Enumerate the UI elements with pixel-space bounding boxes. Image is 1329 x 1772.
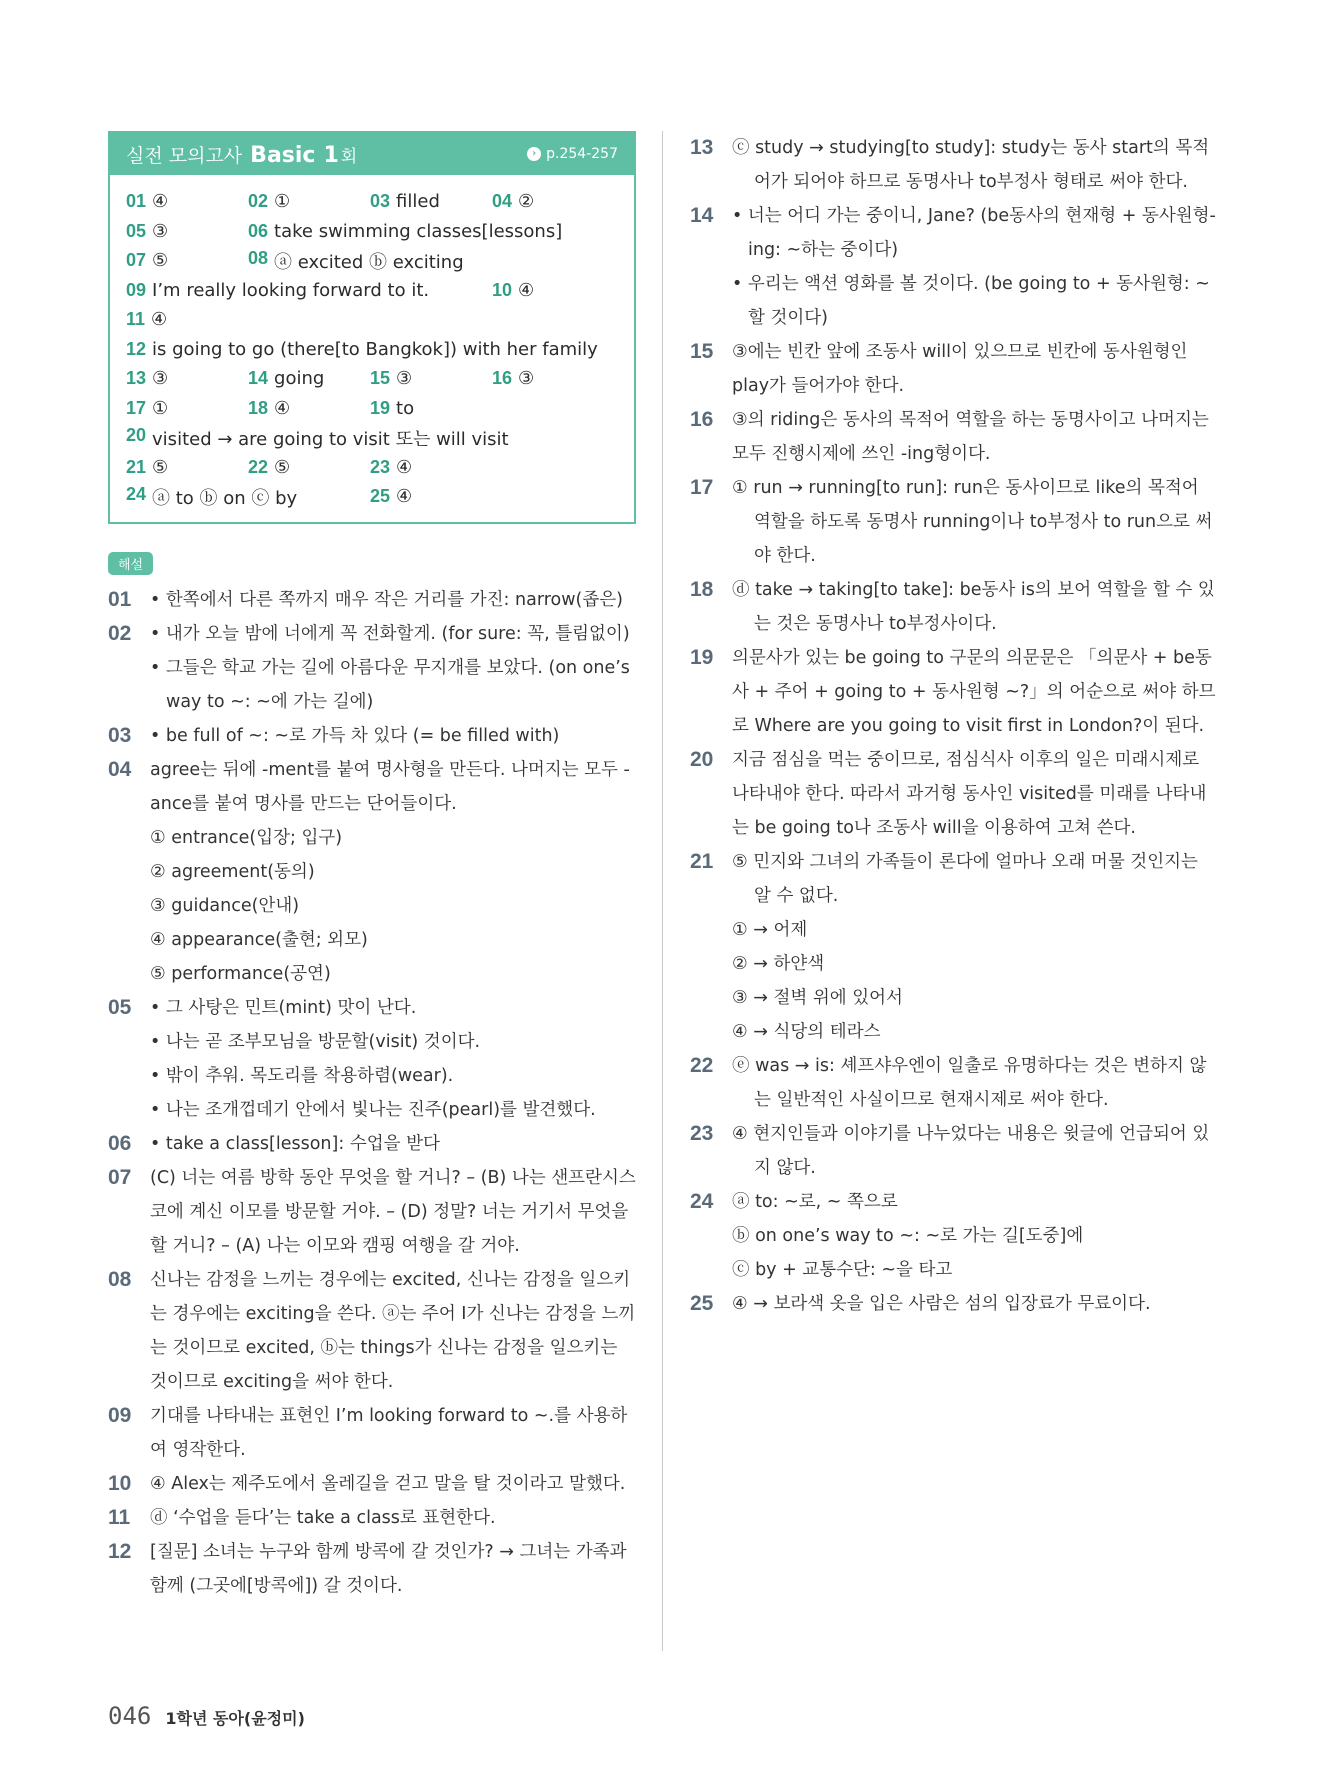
explanation-item xyxy=(108,1161,636,1263)
item-line: • 그 사탕은 민트(mint) 맛이 난다. xyxy=(150,997,417,1018)
answer-number: 10 xyxy=(492,279,513,300)
item-line: ⓓ ‘수업을 듣다’는 take a class로 표현한다. xyxy=(150,1507,496,1528)
answer-item xyxy=(370,457,492,478)
answer-value: ④ xyxy=(396,486,413,508)
answer-value: ③ xyxy=(152,368,169,390)
answer-row xyxy=(126,187,618,217)
answer-box-title xyxy=(126,141,357,168)
item-number: 10 xyxy=(108,1471,132,1495)
explanation-item xyxy=(108,719,636,753)
item-number: 14 xyxy=(690,204,714,227)
explanation-item xyxy=(690,1185,1220,1287)
answer-item xyxy=(370,398,492,419)
answer-item xyxy=(126,457,248,478)
item-line: ⓔ was → is: 셰프샤우엔이 일출로 유명하다는 것은 변하지 않는 일반적인 사실이므로 현재시제로 써야 한다. xyxy=(732,1056,1207,1110)
item-line: ④ 현지인들과 이야기를 나누었다는 내용은 윗글에 언급되어 있지 않다. xyxy=(732,1124,1210,1178)
answer-row xyxy=(126,423,618,453)
item-number: 07 xyxy=(108,1165,132,1189)
answer-row xyxy=(126,453,618,483)
explanation-item xyxy=(108,617,636,719)
explanation-item xyxy=(690,1117,1220,1185)
answer-value: I’m really looking forward to it. xyxy=(152,279,430,301)
left-column xyxy=(108,131,636,1603)
answer-value: ⓐ excited ⓑ exciting xyxy=(274,251,464,273)
item-text xyxy=(732,1117,1220,1185)
explain-tag-wrap xyxy=(108,524,636,583)
answer-number: 17 xyxy=(126,397,147,418)
answer-number: 06 xyxy=(248,220,269,241)
item-line: ④ → 식당의 테라스 xyxy=(732,1022,881,1042)
arrow-right-icon: › xyxy=(527,147,541,161)
item-text xyxy=(732,641,1220,743)
answer-item xyxy=(248,248,464,274)
explanation-item xyxy=(690,641,1220,743)
answer-value: ④ xyxy=(152,191,169,213)
item-number: 13 xyxy=(690,136,714,159)
answer-value: ④ xyxy=(396,456,413,478)
answer-item xyxy=(126,339,598,360)
answer-number: 05 xyxy=(126,220,147,241)
answer-value: ③ xyxy=(152,220,169,242)
item-number: 20 xyxy=(690,748,714,771)
item-number: 16 xyxy=(690,408,714,431)
item-line: ⓒ study → studying[to study]: study는 동사 start의 목적어가 되어야 하므로 동명사나 to부정사 형태로 써야 한다. xyxy=(732,138,1210,192)
item-line: ③에는 빈칸 앞에 조동사 will이 있으므로 빈칸에 동사원형인 play가 들어가야 한다. xyxy=(732,342,1188,396)
item-line: ② agreement(동의) xyxy=(150,861,315,882)
item-line: • 나는 조개껍데기 안에서 빛나는 진주(pearl)를 발견했다. xyxy=(150,1099,596,1120)
item-line: (C) 너는 여름 방학 동안 무엇을 할 거니? – (B) 나는 샌프란시스코에 계신 이모를 방문할 거야. – (D) 정말? 너는 거기서 무엇을 할 거니? – (A) 나는 이모와 캠핑 여행을 갈 거야. xyxy=(150,1167,636,1256)
item-number: 02 xyxy=(108,621,132,645)
answer-number: 16 xyxy=(492,368,513,389)
item-number: 24 xyxy=(690,1190,714,1213)
explanation-item xyxy=(690,845,1220,1049)
item-text xyxy=(150,617,636,719)
answer-value: ② xyxy=(518,191,535,213)
answer-item xyxy=(126,280,492,301)
item-number: 25 xyxy=(690,1292,714,1315)
answer-item xyxy=(126,191,248,212)
answer-row xyxy=(126,305,618,335)
item-line: [질문] 소녀는 누구와 함께 방콕에 갈 것인가? → 그녀는 가족과 함께 (그곳에[방콕에]) 갈 것이다. xyxy=(150,1541,627,1596)
page-footer xyxy=(108,1702,305,1730)
item-number: 11 xyxy=(108,1505,131,1529)
answer-value: ⑤ xyxy=(152,456,169,478)
answer-value: ④ xyxy=(518,279,535,301)
item-line: ⑤ 민지와 그녀의 가족들이 론다에 얼마나 오래 머물 것인지는 알 수 없다. xyxy=(732,852,1198,906)
item-line: 의문사가 있는 be going to 구문의 의문문은 「의문사 + be동사 + 주어 + going to + 동사원형 ~?」의 어순으로 써야 하므로 Where are you going to visit first in London?이 된다. xyxy=(732,648,1216,736)
item-number: 04 xyxy=(108,757,132,781)
answer-number: 03 xyxy=(370,191,391,212)
item-line: • 내가 오늘 밤에 너에게 꼭 전화할게. (for sure: 꼭, 틀림없이) xyxy=(150,623,630,644)
answer-item xyxy=(126,425,509,451)
item-number: 17 xyxy=(690,476,714,499)
explanation-item xyxy=(108,1127,636,1161)
answer-number: 14 xyxy=(248,368,269,389)
answer-item xyxy=(248,398,370,419)
item-line: ③ guidance(안내) xyxy=(150,895,300,916)
column-divider xyxy=(662,131,663,1651)
explanation-item xyxy=(690,199,1220,335)
item-line: • 그들은 학교 가는 길에 아름다운 무지개를 보았다. (on one’s way to ~: ~에 가는 길에) xyxy=(150,657,630,712)
item-line: ⑤ performance(공연) xyxy=(150,963,331,984)
item-text xyxy=(732,335,1220,403)
answer-number: 09 xyxy=(126,279,147,300)
answer-value: going xyxy=(274,368,325,390)
explanation-item xyxy=(690,573,1220,641)
explanation-item xyxy=(108,1467,636,1501)
item-line: • 밖이 추워. 목도리를 착용하렴(wear). xyxy=(150,1065,454,1086)
explanation-item xyxy=(690,1287,1220,1321)
explanation-item xyxy=(690,131,1220,199)
item-text xyxy=(732,573,1220,641)
answer-item xyxy=(126,221,248,242)
answer-number: 19 xyxy=(370,397,391,418)
answer-row xyxy=(126,364,618,394)
answer-row xyxy=(126,335,618,365)
answer-item xyxy=(126,484,370,510)
answer-number: 24 xyxy=(126,483,147,504)
answer-number: 21 xyxy=(126,456,147,477)
item-number: 09 xyxy=(108,1403,132,1427)
item-text xyxy=(732,1185,1220,1287)
item-number: 08 xyxy=(108,1267,132,1291)
answer-number: 12 xyxy=(126,338,147,359)
left-explanations xyxy=(108,583,636,1603)
page-ref-text: p.254-257 xyxy=(546,146,618,162)
answer-item xyxy=(248,457,370,478)
answer-value: ① xyxy=(274,191,291,213)
item-text xyxy=(732,403,1220,471)
answer-item xyxy=(370,368,492,389)
answer-value: ⓐ to ⓑ on ⓒ by xyxy=(152,487,298,509)
item-line: 신나는 감정을 느끼는 경우에는 excited, 신나는 감정을 일으키는 경우에는 exciting을 쓴다. ⓐ는 주어 I가 신나는 감정을 느끼는 것이므로 excited, ⓑ는 things가 신나는 감정을 일으키는 것이므로 exciting을 써야 한다. xyxy=(150,1269,636,1392)
item-line: • be full of ~: ~로 가득 차 있다 (= be filled with) xyxy=(150,725,560,746)
explanation-item xyxy=(108,1535,636,1603)
answer-number: 08 xyxy=(248,247,269,268)
explanation-item xyxy=(690,471,1220,573)
answer-value: is going to go (there[to Bangkok]) with her family xyxy=(152,338,598,360)
answer-number: 25 xyxy=(370,486,391,507)
explain-tag: 해설 xyxy=(108,552,153,575)
item-line: ③의 riding은 동사의 목적어 역할을 하는 동명사이고 나머지는 모두 진행시제에 쓰인 -ing형이다. xyxy=(732,410,1209,464)
answer-number: 15 xyxy=(370,368,391,389)
answer-item xyxy=(248,368,370,389)
item-text xyxy=(150,583,636,617)
answer-value: ④ xyxy=(274,397,291,419)
title-num: 1 xyxy=(323,142,339,168)
answer-item xyxy=(248,191,370,212)
answer-value: visited → are going to visit 또는 will visit xyxy=(152,428,509,450)
item-text xyxy=(732,471,1220,573)
answer-row xyxy=(126,217,618,247)
item-text xyxy=(150,1263,636,1399)
explanation-item xyxy=(108,1263,636,1399)
item-text xyxy=(732,131,1220,199)
item-number: 06 xyxy=(108,1131,132,1155)
item-text xyxy=(732,1287,1220,1321)
item-line: ④ Alex는 제주도에서 올레길을 걷고 말을 탈 것이라고 말했다. xyxy=(150,1473,626,1494)
item-number: 23 xyxy=(690,1122,714,1145)
answer-number: 23 xyxy=(370,456,391,477)
answer-number: 13 xyxy=(126,368,147,389)
item-line: • 우리는 액션 영화를 볼 것이다. (be going to + 동사원형: ~할 것이다) xyxy=(732,274,1210,328)
title-suffix: 회 xyxy=(340,146,358,167)
answer-value: take swimming classes[lessons] xyxy=(274,220,563,242)
item-line: ⓐ to: ~로, ~ 쪽으로 xyxy=(732,1192,898,1212)
answer-number: 18 xyxy=(248,397,269,418)
item-text xyxy=(732,1049,1220,1117)
item-line: ② → 하얀색 xyxy=(732,954,825,974)
answer-number: 01 xyxy=(126,191,147,212)
item-text xyxy=(150,1467,636,1501)
answer-row xyxy=(126,394,618,424)
item-number: 01 xyxy=(108,587,132,611)
item-number: 21 xyxy=(690,850,714,873)
answer-number: 07 xyxy=(126,250,147,271)
item-number: 05 xyxy=(108,995,132,1019)
answer-item xyxy=(370,191,492,212)
answer-item xyxy=(492,191,592,212)
item-line: ⓒ by + 교통수단: ~을 타고 xyxy=(732,1260,953,1280)
answer-value: ⑤ xyxy=(152,250,169,272)
page-number: 046 xyxy=(108,1702,152,1730)
item-text xyxy=(150,991,636,1127)
item-line: • take a class[lesson]: 수업을 받다 xyxy=(150,1133,440,1154)
item-number: 03 xyxy=(108,723,132,747)
item-line: ① run → running[to run]: run은 동사이므로 like의 목적어 역할을 하도록 동명사 running이나 to부정사 to run으로 써야 한다. xyxy=(732,478,1213,566)
explanation-item xyxy=(108,1501,636,1535)
item-line: ④ → 보라색 옷을 입은 사람은 섬의 입장료가 무료이다. xyxy=(732,1294,1151,1314)
answer-row xyxy=(126,246,618,276)
item-line: ③ → 절벽 위에 있어서 xyxy=(732,988,903,1008)
answer-number: 11 xyxy=(126,309,146,330)
answer-item xyxy=(126,368,248,389)
item-text xyxy=(732,199,1220,335)
answer-box-header xyxy=(110,133,634,175)
item-line: ① → 어제 xyxy=(732,920,808,940)
item-text xyxy=(732,743,1220,845)
item-number: 15 xyxy=(690,340,714,363)
item-text xyxy=(150,753,636,991)
explanation-item xyxy=(690,335,1220,403)
explanation-item xyxy=(690,743,1220,845)
answer-number: 20 xyxy=(126,424,147,445)
answer-item xyxy=(492,280,614,301)
item-text xyxy=(150,1127,636,1161)
answer-row xyxy=(126,276,618,306)
answer-value: ① xyxy=(152,397,169,419)
item-line: 지금 점심을 먹는 중이므로, 점심식사 이후의 일은 미래시제로 나타내야 한다. 따라서 과거형 동사인 visited를 미래를 나타내는 be going to나 조동사 will을 이용하여 고쳐 쓴다. xyxy=(732,750,1207,838)
answer-value: ③ xyxy=(518,368,535,390)
item-text xyxy=(150,1161,636,1263)
title-basic: Basic xyxy=(250,142,316,168)
answer-item xyxy=(370,486,492,507)
item-line: ⓓ take → taking[to take]: be동사 is의 보어 역할을 할 수 있는 것은 동명사나 to부정사이다. xyxy=(732,580,1215,634)
answer-value: to xyxy=(396,397,415,419)
item-number: 19 xyxy=(690,646,714,669)
explanation-item xyxy=(108,753,636,991)
item-line: • 너는 어디 가는 중이니, Jane? (be동사의 현재형 + 동사원형-ing: ~하는 중이다) xyxy=(732,206,1216,260)
answer-list xyxy=(110,175,634,522)
item-line: ④ appearance(출현; 외모) xyxy=(150,929,368,950)
answer-value: ③ xyxy=(396,368,413,390)
explanation-item xyxy=(108,583,636,617)
book-title: 1학년 동아(윤정미) xyxy=(165,1709,305,1728)
explanation-item xyxy=(108,1399,636,1467)
item-number: 12 xyxy=(108,1539,132,1563)
item-text xyxy=(732,845,1220,1049)
item-line: • 한쪽에서 다른 쪽까지 매우 작은 거리를 가진: narrow(좁은) xyxy=(150,589,624,610)
item-line: ⓑ on one’s way to ~: ~로 가는 길[도중]에 xyxy=(732,1226,1084,1246)
item-number: 18 xyxy=(690,578,714,601)
item-text xyxy=(150,719,636,753)
answer-box xyxy=(108,131,636,524)
answer-value: ⑤ xyxy=(274,456,291,478)
answer-value: filled xyxy=(396,191,440,213)
answer-number: 02 xyxy=(248,191,269,212)
explanation-item xyxy=(108,991,636,1127)
answer-number: 04 xyxy=(492,191,513,212)
answer-item xyxy=(492,368,592,389)
item-line: ① entrance(입장; 입구) xyxy=(150,827,343,848)
title-prefix: 실전 모의고사 xyxy=(126,144,243,167)
answer-row xyxy=(126,482,618,512)
answer-number: 22 xyxy=(248,456,269,477)
answer-value: ④ xyxy=(151,309,168,331)
answer-item xyxy=(248,221,562,242)
item-text xyxy=(150,1399,636,1467)
answer-item xyxy=(126,250,248,271)
item-line: 기대를 나타내는 표현인 I’m looking forward to ~.를 사용하여 영작한다. xyxy=(150,1405,628,1460)
answer-item xyxy=(126,309,167,330)
item-text xyxy=(150,1501,636,1535)
explanation-item xyxy=(690,403,1220,471)
right-explanations xyxy=(690,131,1220,1321)
item-line: agree는 뒤에 -ment를 붙여 명사형을 만든다. 나머지는 모두 -ance를 붙여 명사를 만드는 단어들이다. xyxy=(150,759,630,814)
item-line: • 나는 곧 조부모님을 방문할(visit) 것이다. xyxy=(150,1031,481,1052)
answer-item xyxy=(126,398,248,419)
right-column xyxy=(690,131,1220,1321)
item-number: 22 xyxy=(690,1054,714,1077)
item-text xyxy=(150,1535,636,1603)
page-reference xyxy=(527,146,618,162)
explanation-item xyxy=(690,1049,1220,1117)
